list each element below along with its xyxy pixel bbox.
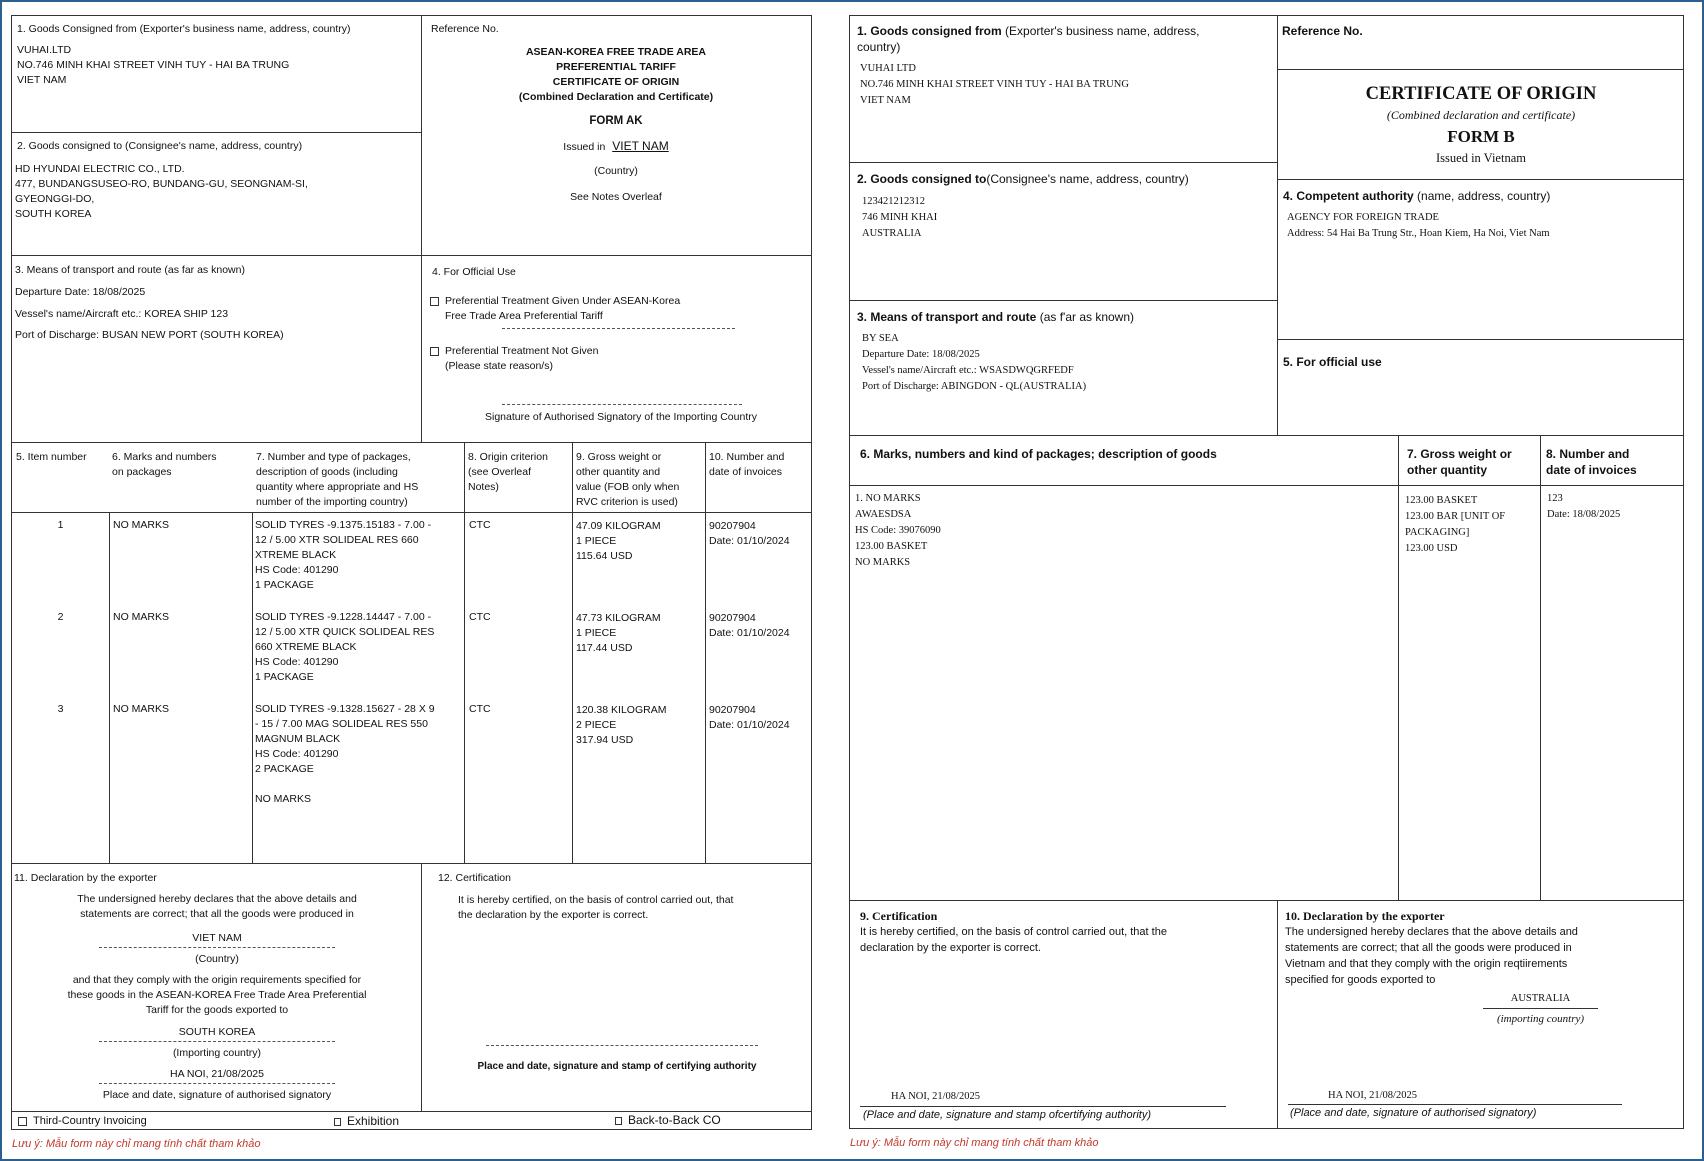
fb-box2-label-rest: (Consignee's name, address, country) (986, 172, 1189, 186)
ak-title-line2: PREFERENTIAL TARIFF (556, 61, 676, 73)
fb-form-name: FORM B (1447, 127, 1515, 146)
ak-vessel-name: Vessel's name/Aircraft etc.: KOREA SHIP 123 (15, 308, 229, 320)
ak-footer (12, 1111, 812, 1130)
fb-consignee-text: 123421212312 746 MINH KHAI AUSTRALIA (862, 196, 938, 239)
fb-box-transport (850, 301, 1278, 436)
ak-dotted-line (502, 328, 735, 329)
fb-gross-qty: 123.00 BASKET 123.00 BAR [UNIT OF PACKAGING] 123.00 USD (1405, 495, 1506, 554)
ak-origin-criterion: CTC (469, 611, 491, 623)
ak-reference-note: Lưu ý: Mẫu form này chỉ mang tính chất tham khảo (12, 1138, 261, 1150)
ak-box-exporter (12, 16, 422, 133)
ak-country-caption2: (Country) (195, 953, 239, 965)
fb-box1-label-rest2: country) (857, 40, 901, 54)
ak-invoice: 90207904 Date: 01/10/2024 (709, 612, 790, 639)
ak-invoice: 90207904 Date: 01/10/2024 (709, 520, 790, 547)
fb-box4-label-rest: (name, address, country) (1413, 189, 1551, 203)
ak-third-country-checkbox[interactable] (18, 1117, 27, 1126)
ak-exhibition-checkbox[interactable] (334, 1118, 341, 1126)
ak-box-official-use (422, 256, 812, 443)
ak-box11-label: 11. Declaration by the exporter (14, 872, 157, 884)
ak-col5-header: 5. Item number (16, 451, 87, 463)
fb-issued-in: Issued in Vietnam (1436, 151, 1526, 165)
fb-col7-header: 7. Gross weight or other quantity (1407, 447, 1512, 477)
ak-col7-header: 7. Number and type of packages, description of goods (including quantity where appropriate and HS number of the importing country) (256, 451, 419, 508)
ak-col6-header: 6. Marks and numbers on packages (112, 451, 217, 478)
ak-item-number: 3 (57, 703, 64, 715)
ak-certification-text: It is hereby certified, on the basis of control carried out, that the declaration by the exporter is correct. (458, 894, 734, 921)
ak-back-to-back-checkbox[interactable] (615, 1117, 622, 1125)
ak-place-date: HA NOI, 21/08/2025 (170, 1068, 264, 1080)
ak-importing-signature-caption: Signature of Authorised Signatory of the Importing Country (485, 411, 757, 423)
fb-title: CERTIFICATE OF ORIGIN (1365, 84, 1597, 104)
ak-exhibition-label: Exhibition (347, 1114, 400, 1128)
fb-box1-label-rest: (Exporter's business name, address, (1001, 24, 1200, 38)
ak-marks: NO MARKS (113, 519, 170, 531)
ak-issued-country: VIET NAM (612, 139, 669, 153)
ak-box-declaration (12, 863, 422, 1111)
ak-table-row (12, 702, 812, 822)
ak-col10-header: 10. Number and date of invoices (709, 451, 785, 478)
ak-dotted-line (486, 1045, 758, 1046)
ak-box-consignee (12, 133, 422, 256)
ak-reference-label: Reference No. (431, 23, 499, 35)
fb-box-authority (1278, 180, 1684, 340)
ak-marks: NO MARKS (113, 703, 170, 715)
ak-certifying-caption: Place and date, signature and stamp of certifying authority (477, 1061, 757, 1072)
fb-box-exporter (850, 16, 1278, 163)
ak-form-name: FORM AK (589, 115, 643, 127)
fb-declaration-text: The undersigned hereby declares that the above details and statements are correct; that all the goods were produced in Vietnam and that they comply with the origin reqtiirements specified for goods exported to (1285, 926, 1578, 986)
ak-declaration-text2: and that they comply with the origin requirements specified for these goods in the ASEAN-KOREA Free Trade Area Preferential Tariff for the goods exported to (67, 974, 367, 1016)
ak-title-line1: ASEAN-KOREA FREE TRADE AREA (525, 46, 707, 58)
ak-box-reference (422, 16, 812, 256)
ak-consignee-text: HD HYUNDAI ELECTRIC CO., LTD. 477, BUNDANGSUSEO-RO, BUNDANG-GU, SEONGNAM-SI, GYEONGGI-DO, SOUTH KOREA (15, 163, 308, 220)
fb-box-title (1278, 70, 1684, 180)
fb-box9-label: 9. Certification (860, 909, 938, 923)
ak-description: SOLID TYRES -9.1375.15183 - 7.00 - 12 / 5.00 XTR SOLIDEAL RES 660 XTREME BLACK HS Code: 401290 1 PACKAGE (255, 519, 432, 591)
ak-issued-label: Issued in (563, 141, 606, 153)
fb-col8-header: 8. Number and date of invoices (1546, 447, 1637, 477)
ak-item-number: 2 (57, 611, 64, 623)
fb-box-consignee (850, 163, 1278, 301)
ak-item-number: 1 (57, 519, 64, 531)
ak-port-discharge: Port of Discharge: BUSAN NEW PORT (SOUTH KOREA) (15, 329, 284, 341)
form-ak (11, 15, 812, 1130)
ak-dotted-line (99, 947, 335, 948)
ak-pref-given-label: Preferential Treatment Given Under ASEAN-Korea (445, 295, 681, 307)
fb-box-certification (850, 900, 1278, 1129)
ak-importing-caption: (Importing country) (172, 1047, 262, 1059)
ak-dotted-line (99, 1041, 335, 1042)
ak-state-reason: (Please state reason/s) (445, 360, 553, 372)
ak-country-caption: (Country) (594, 165, 638, 177)
fb-table-row (850, 491, 1684, 591)
fb-decl-place-date: HA NOI, 21/08/2025 (1328, 1090, 1417, 1101)
ak-pref-given-label2: Free Trade Area Preferential Tariff (445, 310, 603, 322)
ak-pref-not-given-checkbox[interactable] (430, 347, 439, 356)
ak-dotted-line (99, 1083, 335, 1084)
ak-gross-weight: 47.73 KILOGRAM 1 PIECE 117.44 USD (576, 612, 661, 654)
fb-reference-label: Reference No. (1282, 24, 1363, 38)
fb-subtitle: (Combined declaration and certificate) (1386, 108, 1576, 122)
ak-third-country-label: Third-Country Invoicing (33, 1115, 147, 1127)
ak-importing-country: SOUTH KOREA (178, 1026, 256, 1038)
ak-box-certification (422, 863, 812, 1111)
ak-gross-weight: 47.09 KILOGRAM 1 PIECE 115.64 USD (576, 520, 661, 562)
fb-box3-label-rest: (as f'ar as known) (1036, 310, 1135, 324)
ak-col8-header: 8. Origin criterion (see Overleaf Notes) (468, 451, 548, 493)
ak-box3-label: 3. Means of transport and route (as far as known) (15, 264, 245, 276)
fb-box-reference (1278, 16, 1684, 70)
fb-box2-label-bold: 2. Goods consigned to (857, 172, 987, 186)
fb-description: 1. NO MARKS AWAESDSA HS Code: 39076090 123.00 BASKET NO MARKS (855, 493, 941, 568)
ak-produced-country: VIET NAM (192, 932, 242, 944)
ak-departure-date: Departure Date: 18/08/2025 (15, 286, 146, 298)
fb-importing-caption: (importing country) (1496, 1013, 1585, 1025)
ak-goods-header (12, 443, 812, 513)
ak-box-transport (12, 256, 422, 443)
fb-box10-label: 10. Declaration by the exporter (1285, 909, 1445, 923)
fb-box-official-use (1278, 340, 1684, 436)
ak-box12-label: 12. Certification (438, 872, 511, 884)
fb-certification-text: It is hereby certified, on the basis of control carried out, that the declaration by the exporter is correct. (860, 926, 1167, 954)
fb-authority-text: AGENCY FOR FOREIGN TRADE Address: 54 Hai Ba Trung Str., Hoan Kiem, Ha Noi, Viet Nam (1287, 212, 1550, 239)
ak-origin-criterion: CTC (469, 703, 491, 715)
ak-title-line4: (Combined Declaration and Certificate) (518, 91, 714, 103)
fb-box1-label-bold: 1. Goods consigned from (857, 24, 1002, 38)
ak-title-line3: CERTIFICATE OF ORIGIN (552, 76, 680, 88)
ak-col9-header: 9. Gross weight or other quantity and value (FOB only when RVC criterion is used) (576, 451, 680, 508)
fb-box5-label: 5. For official use (1283, 355, 1382, 369)
ak-gross-weight: 120.38 KILOGRAM 2 PIECE 317.94 USD (576, 704, 667, 746)
ak-table-row (12, 518, 812, 610)
ak-description: SOLID TYRES -9.1328.15627 - 28 X 9 - 15 / 7.00 MAG SOLIDEAL RES 550 MAGNUM BLACK HS Code: 401290 2 PACKAGE NO MARKS (255, 703, 435, 805)
fb-box4-label-bold: 4. Competent authority (1283, 189, 1414, 203)
fb-transport-text: BY SEA Departure Date: 18/08/2025 Vessel's name/Aircraft etc.: WSASDWQGRFEDF Port of Discharge: ABINGDON - QL(AUSTRALIA) (862, 333, 1087, 392)
ak-pref-not-given-label: Preferential Treatment Not Given (445, 345, 599, 357)
ak-place-caption: Place and date, signature of authorised signatory (102, 1089, 332, 1101)
fb-box3-label-bold: 3. Means of transport and route (857, 310, 1037, 324)
fb-invoice: 123 Date: 18/08/2025 (1547, 493, 1621, 520)
fb-box-declaration (1278, 900, 1684, 1129)
ak-description: SOLID TYRES -9.1228.14447 - 7.00 - 12 / 5.00 XTR QUICK SOLIDEAL RES 660 XTREME BLACK HS Code: 401290 1 PACKAGE (255, 611, 435, 683)
ak-notes-overleaf: See Notes Overleaf (570, 191, 662, 203)
ak-dotted-line (502, 404, 742, 405)
fb-goods-header (850, 436, 1684, 486)
ak-box1-label: 1. Goods Consigned from (Exporter's business name, address, country) (17, 23, 351, 35)
ak-pref-given-checkbox[interactable] (430, 297, 439, 306)
ak-marks: NO MARKS (113, 611, 170, 623)
ak-box2-label: 2. Goods consigned to (Consignee's name, address, country) (17, 140, 303, 152)
fb-cert-place-caption: (Place and date, signature and stamp ofcertifying authority) (863, 1109, 1151, 1121)
ak-box4-label: 4. For Official Use (432, 266, 516, 278)
fb-exporter-text: VUHAI LTD NO.746 MINH KHAI STREET VINH TUY - HAI BA TRUNG VIET NAM (860, 63, 1129, 106)
ak-table-row (12, 610, 812, 702)
ak-origin-criterion: CTC (469, 519, 491, 531)
fb-export-country: AUSTRALIA (1510, 993, 1571, 1004)
fb-col6-header: 6. Marks, numbers and kind of packages; description of goods (860, 447, 1217, 461)
fb-decl-place-caption: (Place and date, signature of authorised signatory) (1290, 1107, 1537, 1119)
form-b (849, 15, 1684, 1129)
ak-declaration-text1: The undersigned hereby declares that the above details and statements are correct; that all the goods were produced in (77, 893, 357, 920)
ak-invoice: 90207904 Date: 01/10/2024 (709, 704, 790, 731)
ak-back-to-back-label: Back-to-Back CO (628, 1113, 721, 1127)
fb-reference-note: Lưu ý: Mẫu form này chỉ mang tính chất tham khảo (850, 1137, 1099, 1149)
ak-exporter-text: VUHAI.LTD NO.746 MINH KHAI STREET VINH TUY - HAI BA TRUNG VIET NAM (17, 44, 290, 86)
fb-cert-place-date: HA NOI, 21/08/2025 (891, 1091, 980, 1102)
